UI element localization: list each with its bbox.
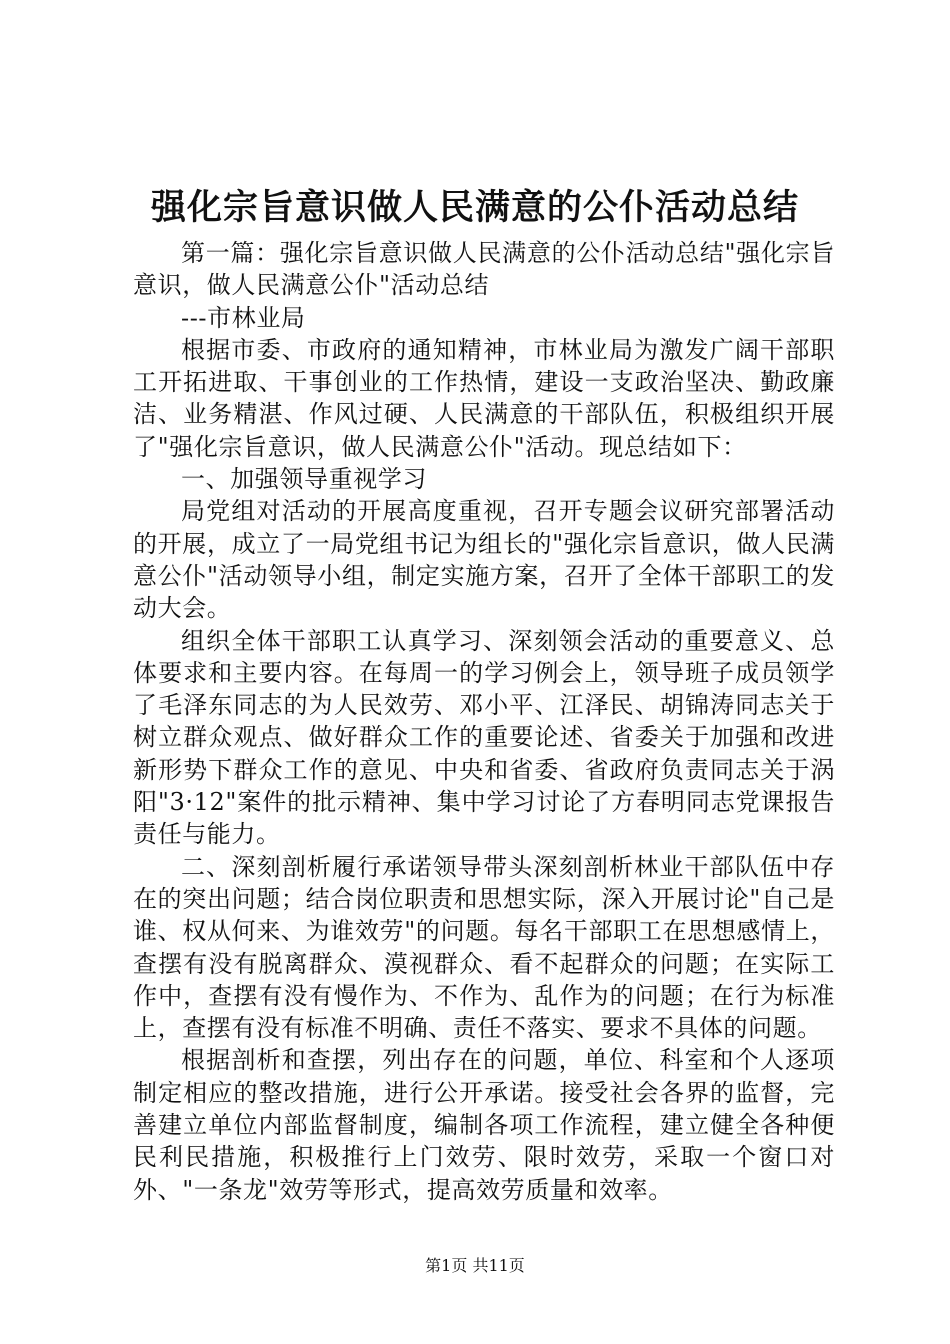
paragraph-commitment: 根据剖析和查摆，列出存在的问题，单位、科室和个人逐项制定相应的整改措施，进行公开承诺。接受社会各界的监督，完善建立单位内部监督制度，编制各项工作流程，建立健全各种便民利民措施，积极推行上门效劳、限时效劳，采取一个窗口对外、"一条龙"效劳等形式，提高效劳质量和效率。 [133,1046,835,1204]
paragraph-author: ---市林业局 [181,303,306,332]
document-title: 强化宗旨意识做人民满意的公仆活动总结 [150,188,799,228]
page-number-footer: 第1页 共11页 [425,1256,525,1275]
section-heading-1: 一、加强领导重视学习 [181,465,427,494]
document-body [133,237,835,1206]
paragraph-section-2: 二、深刻剖析履行承诺领导带头深刻剖析林业干部队伍中存在的突出问题；结合岗位职责和思想实际，深入开展讨论"自己是谁、权从何来、为谁效劳"的问题。每名干部职工在思想感情上，查摆有没有脱离群众、漠视群众、看不起群众的问题；在实际工作中，查摆有没有慢作为、不作为、乱作为的问题；在行为标准上，查摆有没有标准不明确、责任不落实、要求不具体的问题。 [133,852,835,1043]
paragraph-leadership: 局党组对活动的开展高度重视，召开专题会议研究部署活动的开展，成立了一局党组书记为组长的"强化宗旨意识，做人民满意公仆"活动领导小组，制定实施方案，召开了全体干部职工的发动大会。 [133,497,835,623]
paragraph-study: 组织全体干部职工认真学习、深刻领会活动的重要意义、总体要求和主要内容。在每周一的学习例会上，领导班子成员领学了毛泽东同志的为人民效劳、邓小平、江泽民、胡锦涛同志关于树立群众观点、做好群众工作的重要论述、省委关于加强和改进新形势下群众工作的意见、中央和省委、省政府负责同志关于涡阳"3·12"案件的批示精神、集中学习讨论了方春明同志党课报告责任与能力。 [133,626,835,849]
paragraph-background: 根据市委、市政府的通知精神，市林业局为激发广阔干部职工开拓进取、干事创业的工作热情，建设一支政治坚决、勤政廉洁、业务精湛、作风过硬、人民满意的干部队伍，积极组织开展了"强化宗旨意识，做人民满意公仆"活动。现总结如下： [133,335,835,461]
paragraph-intro: 第一篇：强化宗旨意识做人民满意的公仆活动总结"强化宗旨意识，做人民满意公仆"活动总结 [133,239,835,300]
